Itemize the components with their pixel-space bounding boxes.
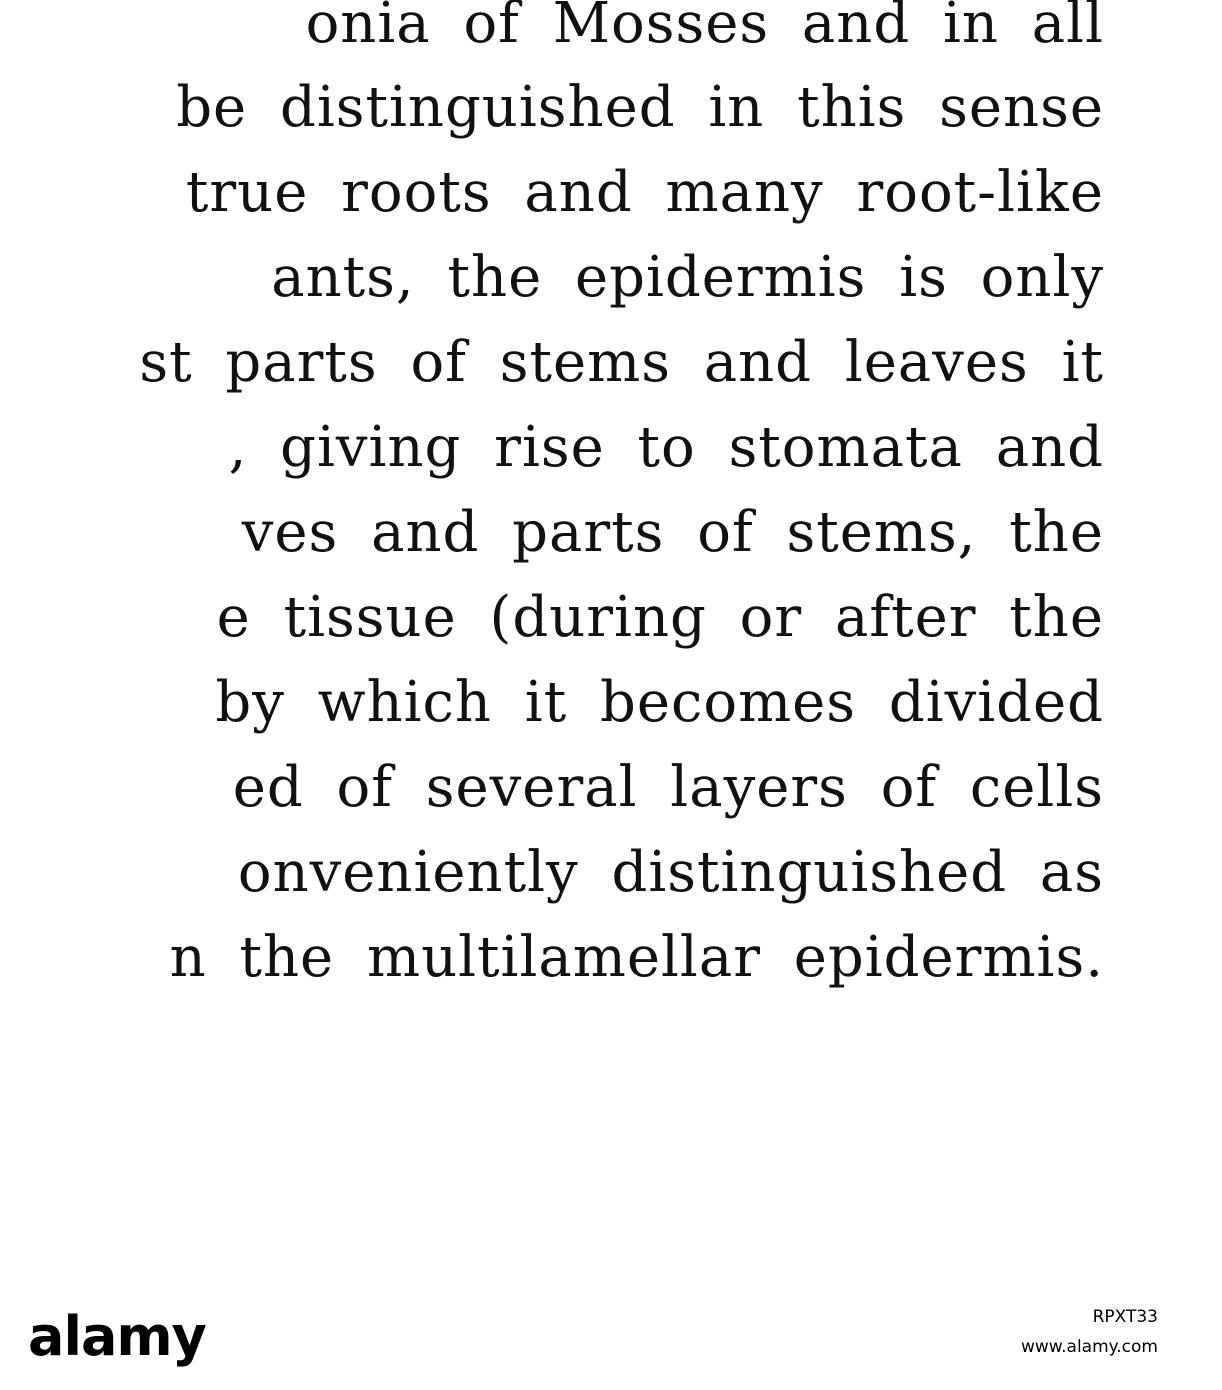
text-line: , giving rise to stomata and	[228, 415, 1104, 480]
text-line: onveniently distinguished as	[237, 840, 1104, 905]
text-line: by which it becomes divided	[215, 670, 1104, 735]
text-line: onia of Mosses and in all	[305, 0, 1104, 56]
image-id: RPXT33	[1092, 1307, 1158, 1327]
site-url: www.alamy.com	[1020, 1337, 1158, 1357]
text-line: e tissue (during or after the	[216, 585, 1104, 650]
text-line: st parts of stems and leaves it	[139, 330, 1104, 395]
text-line: true roots and many root-like	[185, 160, 1104, 225]
alamy-logo: alamy	[28, 1305, 206, 1368]
text-line: ves and parts of stems, the	[241, 500, 1104, 565]
text-line: be distinguished in this sense	[176, 75, 1104, 140]
text-line: ants, the epidermis is only	[271, 245, 1104, 310]
text-line: n the multilamellar epidermis.	[169, 925, 1104, 990]
text-line: ed of several layers of cells	[232, 755, 1104, 820]
